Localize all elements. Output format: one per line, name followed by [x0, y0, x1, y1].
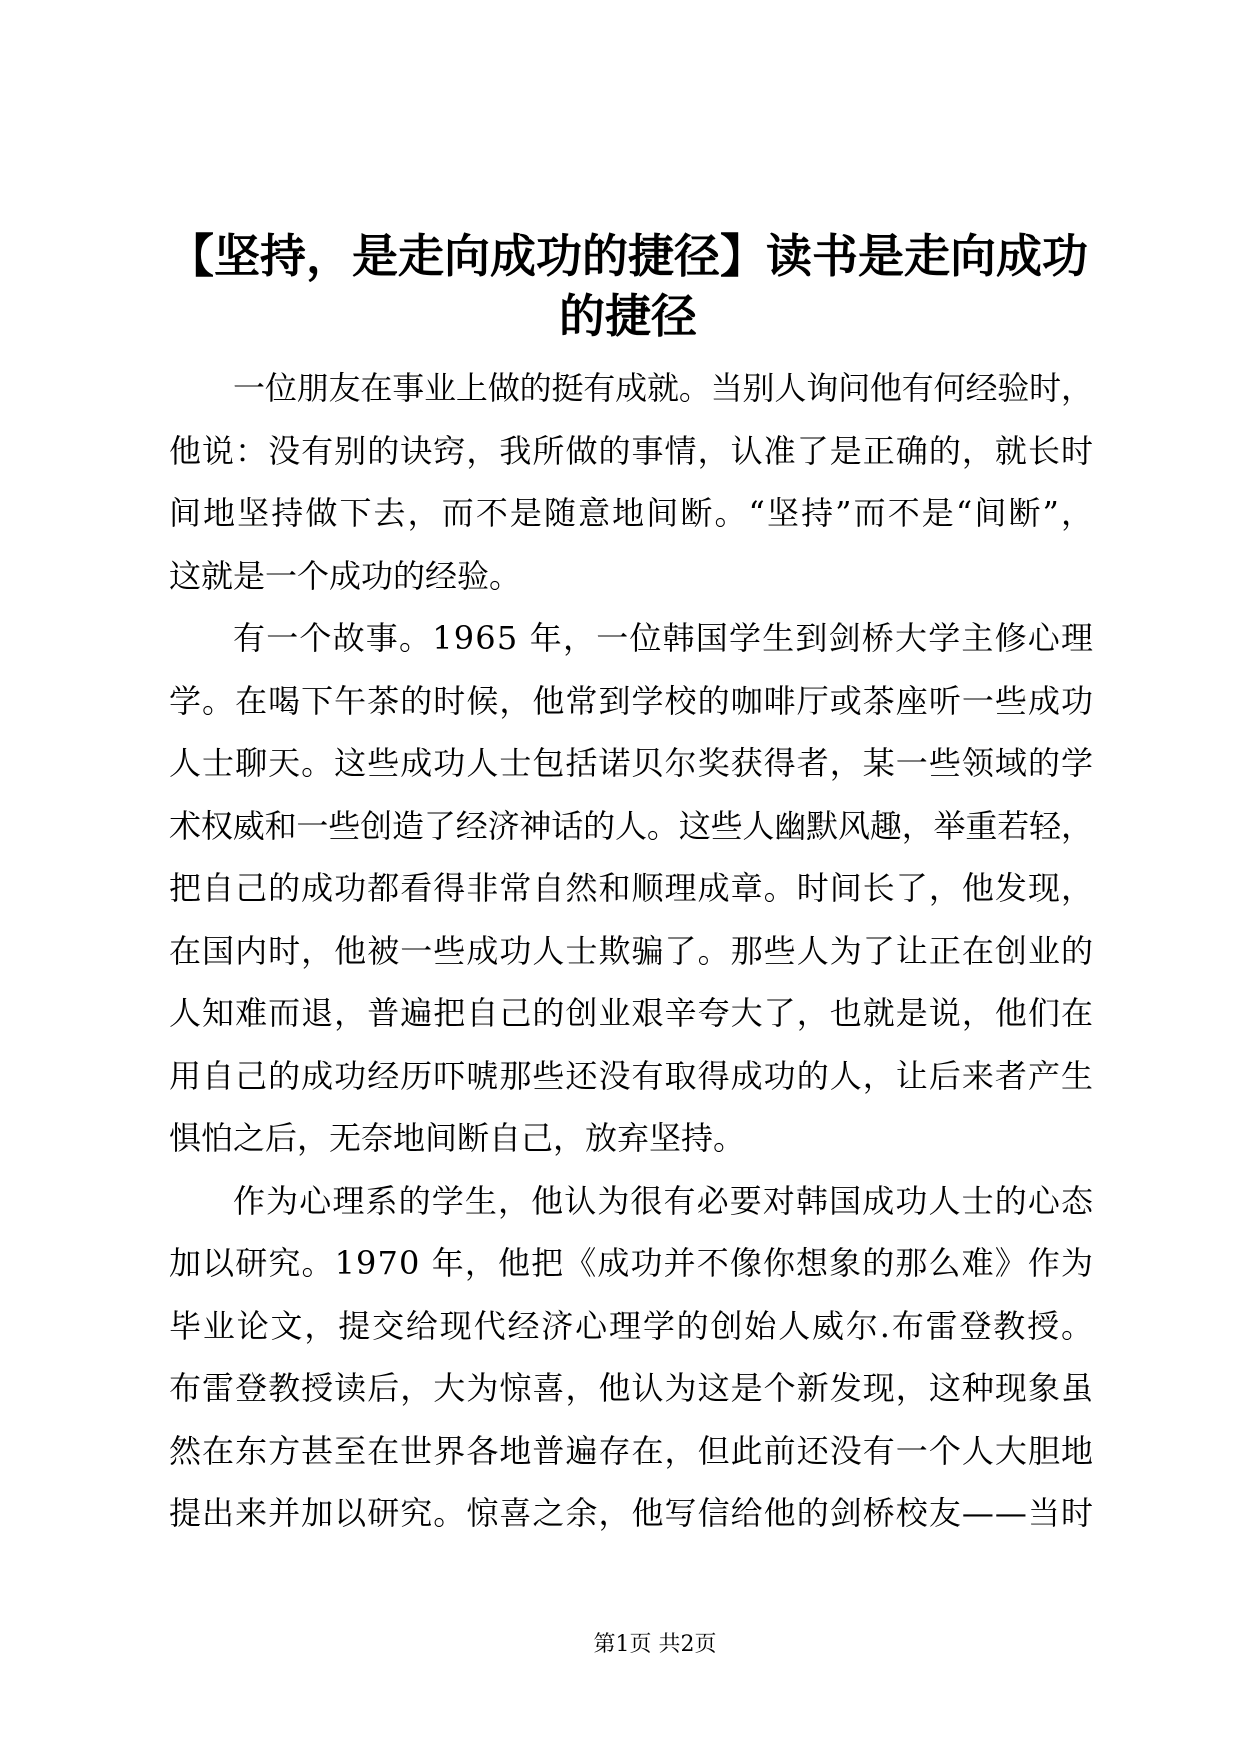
paragraph — [169, 607, 1093, 1170]
paragraph-line: 一位朋友在事业上做的挺有成就。当别人询问他有何经验时， — [233, 369, 1093, 407]
paragraph-line: 布雷登教授读后，大为惊喜，他认为这是个新发现，这种现象虽 — [169, 1369, 1095, 1407]
paragraph — [169, 357, 1096, 607]
page-footer: 第1页 共2页 — [593, 1632, 717, 1657]
title-line: 的捷径 — [559, 289, 697, 343]
paragraph-line: 这就是一个成功的经验。 — [169, 556, 522, 595]
paragraph-line: 人士聊天。这些成功人士包括诺贝尔奖获得者，某一些领域的学 — [169, 744, 1095, 782]
document-body — [169, 357, 1096, 1545]
paragraph-line: 把自己的成功都看得非常自然和顺理成章。时间长了，他发现， — [169, 869, 1095, 907]
paragraph-line: 在国内时，他被一些成功人士欺骗了。那些人为了让正在创业的 — [169, 931, 1095, 970]
paragraph-line: 加以研究。1970 年，他把《成功并不像你想象的那么难》作为 — [169, 1244, 1095, 1282]
paragraph-line: 学。在喝下午茶的时候，他常到学校的咖啡厅或茶座听一些成功 — [169, 681, 1095, 720]
paragraph-line: 术权威和一些创造了经济神话的人。这些人幽默风趣，举重若轻， — [169, 806, 1093, 845]
paragraph-line: 间地坚持做下去，而不是随意地间断。“坚持”而不是“间断”， — [169, 494, 1096, 532]
paragraph-line: 提出来并加以研究。惊喜之余，他写信给他的剑桥校友——当时 — [169, 1494, 1095, 1532]
paragraph — [169, 1170, 1093, 1545]
paragraph-line: 惧怕之后，无奈地间断自己，放弃坚持。 — [169, 1119, 746, 1157]
paragraph-line: 人知难而退，普遍把自己的创业艰辛夸大了，也就是说，他们在 — [169, 994, 1095, 1032]
paragraph-line: 然在东方甚至在世界各地普遍存在，但此前还没有一个人大胆地 — [169, 1431, 1095, 1470]
title-line: 【坚持，是走向成功的捷径】读书是走向成功 — [168, 229, 1088, 283]
paragraph-line: 毕业论文，提交给现代经济心理学的创始人威尔.布雷登教授。 — [169, 1306, 1095, 1345]
document-title — [120, 226, 1136, 346]
paragraph-line: 他说：没有别的诀窍，我所做的事情，认准了是正确的，就长时 — [169, 431, 1095, 470]
paragraph-line: 用自己的成功经历吓唬那些还没有取得成功的人，让后来者产生 — [169, 1056, 1095, 1095]
paragraph-line: 作为心理系的学生，他认为很有必要对韩国成功人士的心态 — [233, 1181, 1095, 1220]
paragraph-line: 有一个故事。1965 年，一位韩国学生到剑桥大学主修心理 — [233, 619, 1095, 657]
